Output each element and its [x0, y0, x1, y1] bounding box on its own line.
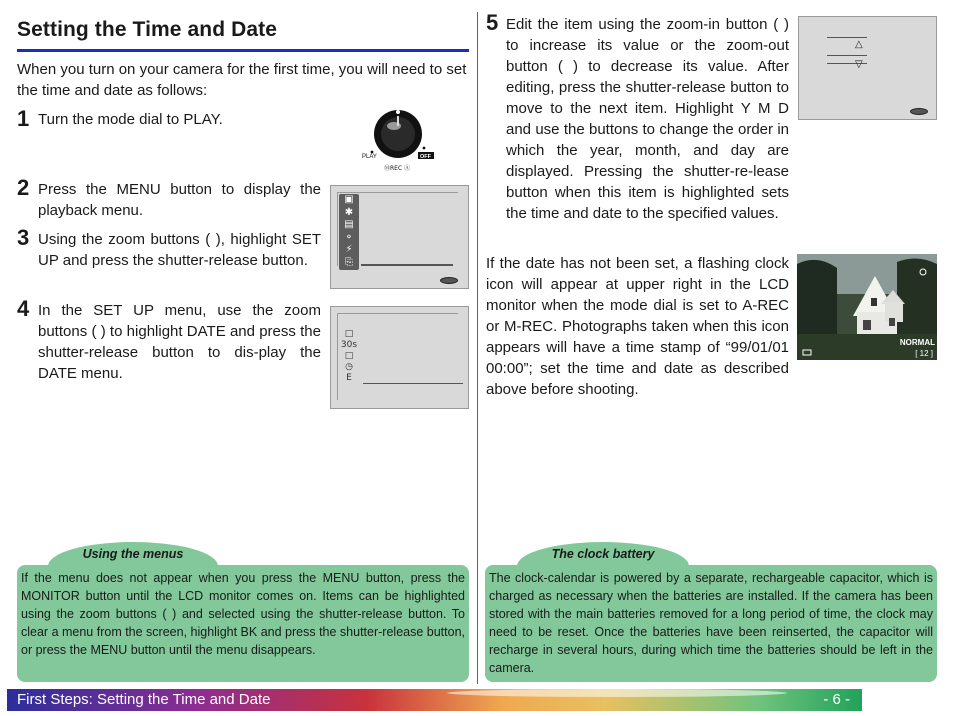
step-3-text: Using the zoom buttons ( ), highlight SET UP and press the shutter-release button. [38, 231, 321, 269]
dial-play-label: PLAY [362, 154, 377, 160]
step-5-text: Edit the item using the zoom-in button ( ) to increase its value or the zoom-out button ( ) to decrease its value. After editing, press the shutter-release button to move to the next item. Highlight Y M D and use the buttons to change the order in which the year, month, and day are displayed. Pressing the shutter-re-lease button when this item is highlighted sets the time and date to the specified values. [506, 16, 789, 222]
dial-off-label: OFF [420, 154, 431, 160]
page-title: Setting the Time and Date [17, 18, 277, 41]
note-clock-title: The clock battery [517, 542, 689, 566]
footer-bar [7, 689, 862, 711]
mode-dial-illustration [360, 108, 438, 176]
photo-quality-label: NORMAL [899, 338, 935, 347]
step-4-text: In the SET UP menu, use the zoom buttons ( ) to highlight DATE and press the shutter-release button to dis-play the DATE menu. [38, 302, 321, 382]
step-2-number: 2 [17, 175, 30, 200]
setup-menu-icons: □ 30s □ ◷ E [340, 329, 358, 383]
dial-rec-label: ⓂREC Ⓐ [384, 165, 411, 172]
zoom-down-arrow-icon: ▽ [855, 59, 863, 70]
note-clock-body: The clock-calendar is powered by a separate, rechargeable capacitor, which is charged as necessary when the batteries are installed. If the camera has been stored with the main batteries removed for a long period of time, the clock may need to be reset. Once the batteries have been reinserted, the capacitor will recharge in several hours, during which time the batteries should be left in the camera. [485, 565, 937, 682]
title-rule [17, 49, 469, 52]
sample-photo-house [797, 254, 937, 360]
monitor-oval-icon [910, 108, 928, 115]
clock-paragraph: If the date has not been set, a flashing clock icon will appear at upper right in the LCD monitor when the mode dial is set to A-REC or M-REC. Photographs taken when this icon appears will have a time stamp of “99/01/01 00:00”; set the time and date as described above before shooting. [486, 255, 789, 398]
note-menus-body: If the menu does not appear when you press the MENU button, press the MONITOR button until the LCD monitor comes on. Items can be highlighted using the zoom buttons ( ) and selected using the shutter-release button. To clear a menu from the screen, highlight BK and press the shutter-release button, or press the MENU button until the menu disappears. [17, 565, 469, 682]
date-menu-screenshot [798, 16, 937, 120]
zoom-up-arrow-icon: △ [855, 39, 863, 50]
playback-menu-screenshot [330, 185, 469, 289]
intro-paragraph: When you turn on your camera for the first time, you will need to set the time and date as follows: [17, 61, 467, 99]
step-2-text: Press the MENU button to display the playback menu. [38, 181, 321, 219]
step-5-number: 5 [486, 10, 499, 35]
step-3-number: 3 [17, 225, 30, 250]
setup-menu-screenshot [330, 306, 469, 409]
step-1-number: 1 [17, 106, 30, 131]
footer-section-title: First Steps: Setting the Time and Date [17, 691, 271, 708]
column-divider [477, 12, 478, 684]
note-menus-title: Using the menus [48, 542, 218, 566]
step-4-number: 4 [17, 296, 30, 321]
footer-page-number: - 6 - [823, 691, 850, 708]
photo-count-label: [ 12 ] [915, 349, 933, 358]
playback-menu-icons: ▣ ✱ ▤ ⚬ ⚡ ⎘ [339, 194, 359, 270]
step-1-text: Turn the mode dial to PLAY. [38, 111, 223, 128]
monitor-oval-icon [440, 277, 458, 284]
